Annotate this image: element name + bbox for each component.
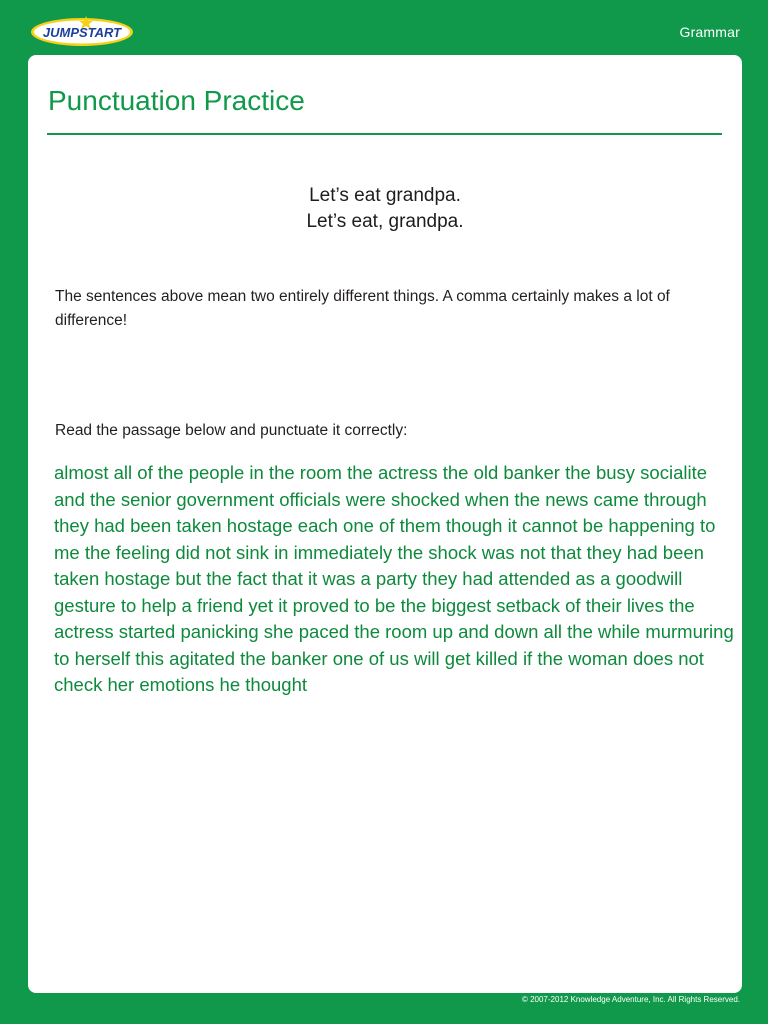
copyright-text: © 2007-2012 Knowledge Adventure, Inc. All Rights Reserved. — [521, 995, 740, 1004]
example-sentences — [28, 183, 742, 235]
page-title: Punctuation Practice — [48, 85, 305, 116]
example-sentence-2: Let’s eat, grandpa. — [306, 211, 464, 232]
worksheet-card — [28, 55, 742, 993]
instruction-text: Read the passage below and punctuate it correctly: — [55, 422, 408, 439]
logo-text: JUMPSTART — [42, 25, 122, 40]
category-label: Grammar — [679, 24, 740, 40]
jumpstart-logo — [30, 14, 134, 48]
example-sentence-1: Let’s eat grandpa. — [309, 185, 461, 206]
title-divider — [47, 133, 722, 135]
intro-text: The sentences above mean two entirely different things. A comma certainly makes a lot of difference! — [55, 288, 670, 329]
practice-passage: almost all of the people in the room the actress the old banker the busy socialite and the senior government officials were shocked when the news came through they had been taken hostage each one of them though it cannot be happening to me the feeling did not sink in immediately the shock was not that they had been taken hostage but the fact that it was a party they had attended as a goodwill gesture to help a friend yet it proved to be the biggest setback of their lives the actress started panicking she paced the room up and down all the while murmuring to herself this agitated the banker one of us will get killed if the woman does not check her emotions he thought — [54, 462, 734, 695]
